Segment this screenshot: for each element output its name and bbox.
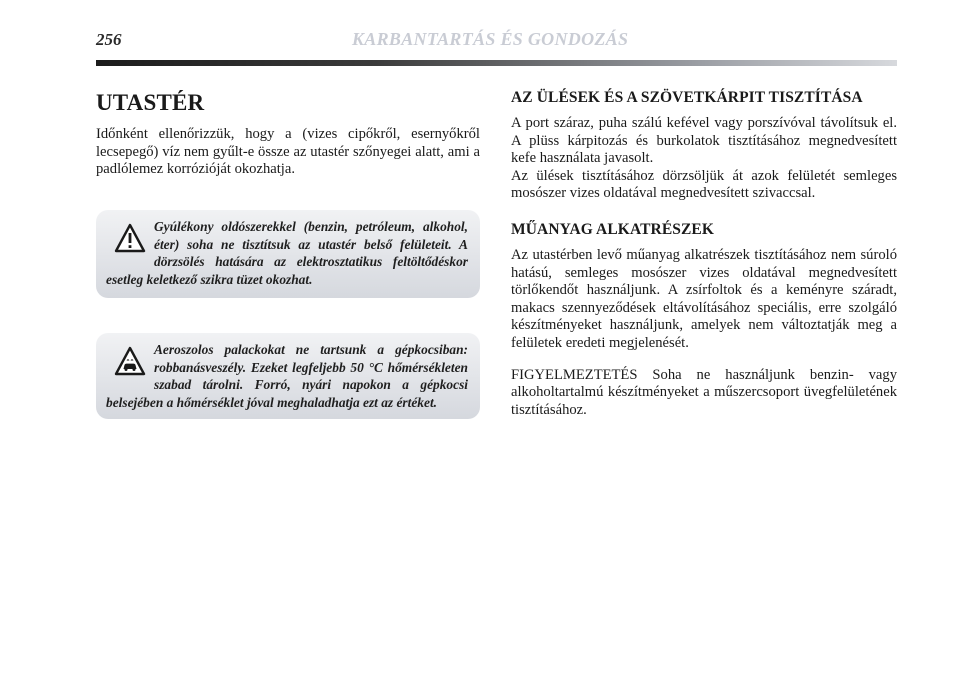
section-heading-plastics: MŰANYAG ALKATRÉSZEK: [511, 220, 715, 238]
right-column: [511, 84, 897, 419]
left-column: [96, 84, 480, 179]
section-heading-utaster: UTASTÉR: [96, 90, 205, 115]
section-heading-seats: AZ ÜLÉSEK ÉS A SZÖVETKÁRPIT TISZTÍTÁSA: [511, 89, 863, 106]
intro-paragraph: Időnként ellenőrizzük, hogy a (vizes cipőkről, esernyőkről lecsepegő) víz nem gyűlt-e össze az utastér szőnyegei alatt, ami a padlólemez korrózióját okozhatja.: [96, 126, 480, 178]
seats-paragraph-1: A port száraz, puha szálú kefével vagy porszívóval távolítsuk el. A plüss kárpitozás és burkolatok tisztításához megnedvesített kefe használata javasolt.: [511, 115, 897, 167]
header-rule: [96, 60, 897, 66]
seats-paragraph-2: Az ülések tisztításához dörzsöljük át azok felületét semleges mosószer vizes oldatával megnedvesített szivaccsal.: [511, 167, 897, 202]
page-number: 256: [96, 30, 122, 49]
running-title: KARBANTARTÁS ÉS GONDOZÁS: [352, 29, 629, 49]
warning-text-aerosols: Aeroszolos palackokat ne tartsunk a gépkocsiban: robbanásveszély. Ezeket legfeljebb 50 °C hőmérsékleten szabad tárolni. Forró, nyári napokon a gépkocsi belsejében a hőmérséklet jóval meghaladhatja ezt az értéket.: [106, 342, 468, 410]
warning-box-aerosols: [96, 333, 480, 419]
plastics-warning-paragraph: FIGYELMEZTETÉS Soha ne használjunk benzin- vagy alkoholtartalmú készítményeket a műszercsoport üvegfelületének tisztításához.: [511, 366, 897, 418]
warning-box-solvents: [96, 210, 480, 298]
plastics-paragraph-1: Az utastérben levő műanyag alkatrészek tisztításához nem súroló hatású, semleges mosószer vizes oldatával megnedvesített törlőkendőt használjunk. A zsírfoltok és a keményre száradt, makacs szennyeződések eltávolításához speciális, erre szolgáló készítményeket használjunk, amelyek nem változtatják meg a felületek eredeti megjelenését.: [511, 246, 897, 351]
warning-text-solvents: Gyúlékony oldószerekkel (benzin, petróleum, alkohol, éter) soha ne tisztítsuk az utastér belső felületeit. A dörzsölés hatására az elektrosztatikus feltöltődéskor esetleg keletkező szikra tüzet okozhat.: [106, 219, 468, 287]
